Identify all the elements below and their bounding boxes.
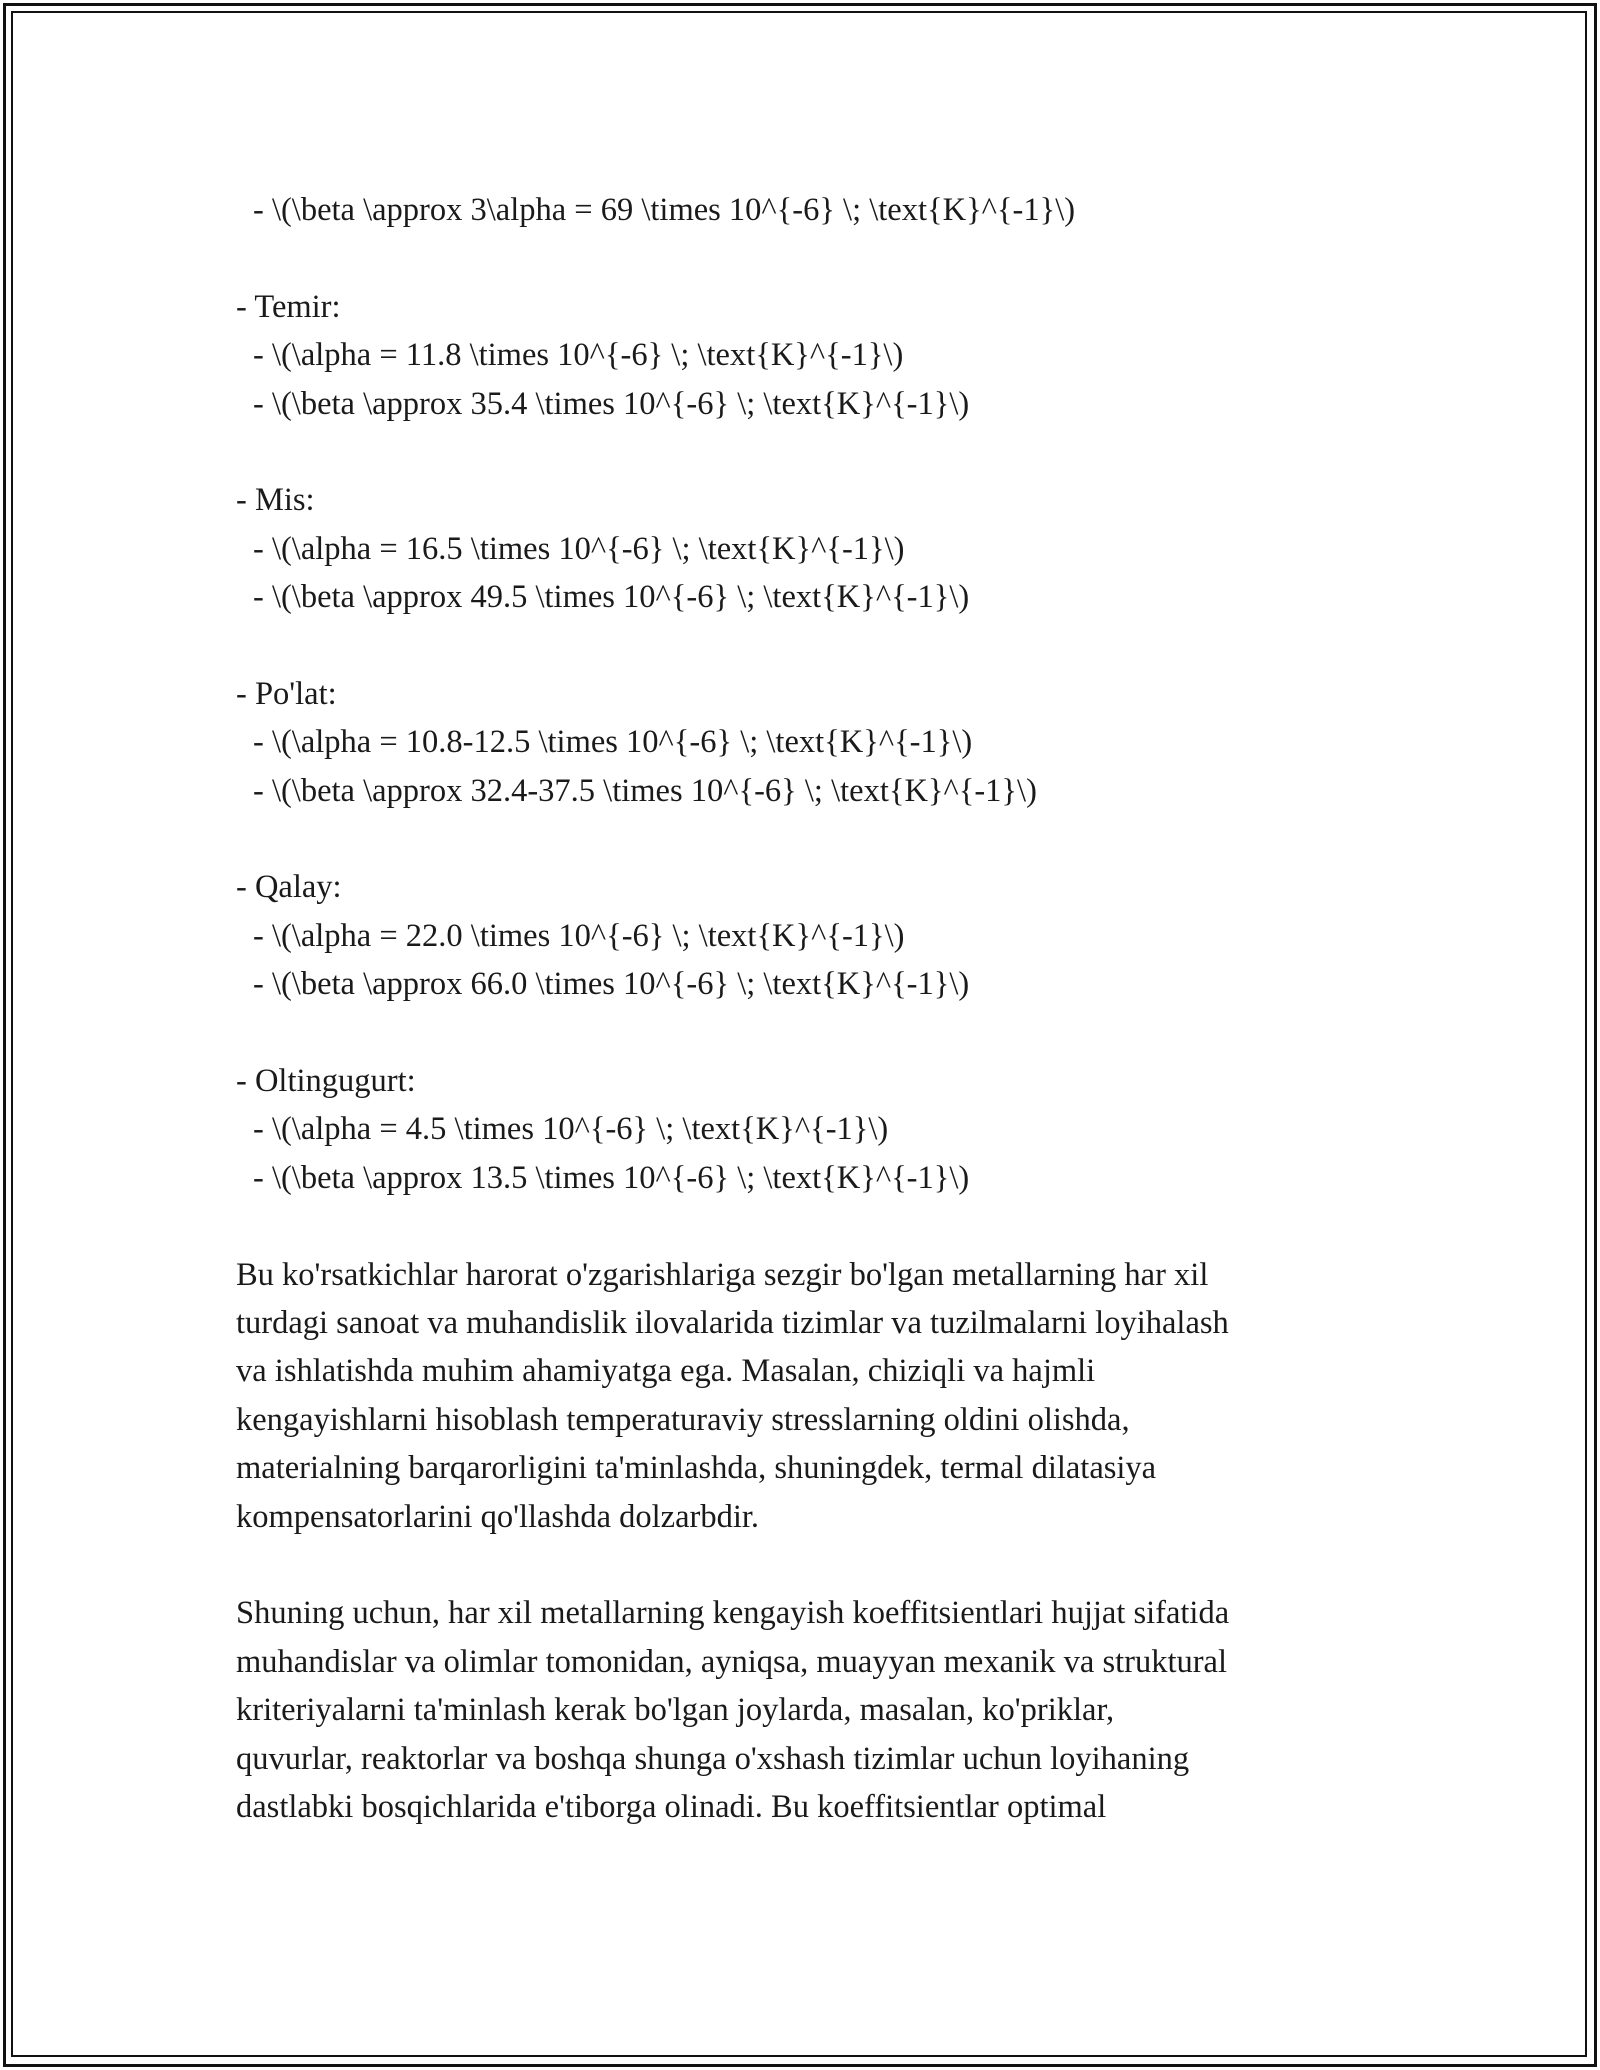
beta-line: - \(\beta \approx 35.4 \times 10^{-6} \; \text{K}^{-1}\) [253,385,970,422]
material-block-qalay [236,863,1366,1008]
paragraph-line: Bu ko'rsatkichlar harorat o'zgarishlariga sezgir bo'lgan metallarning har xil [236,1256,1209,1293]
alpha-line: - \(\alpha = 11.8 \times 10^{-6} \; \text{K}^{-1}\) [253,337,904,374]
beta-line: - \(\beta \approx 32.4-37.5 \times 10^{-6} \; \text{K}^{-1}\) [253,772,1037,809]
spacer [236,815,1366,863]
document-body [236,186,1366,1831]
beta-line: - \(\beta \approx 66.0 \times 10^{-6} \; \text{K}^{-1}\) [253,966,970,1003]
alpha-line: - \(\alpha = 16.5 \times 10^{-6} \; \text{K}^{-1}\) [253,530,905,567]
alpha-line: - \(\alpha = 4.5 \times 10^{-6} \; \text{K}^{-1}\) [253,1111,889,1148]
paragraph-line: quvurlar, reaktorlar va boshqa shunga o'xshash tizimlar uchun loyihaning [236,1740,1190,1777]
paragraph-line: kompensatorlarini qo'llashda dolzarbdir. [236,1498,760,1535]
beta-line: - \(\beta \approx 49.5 \times 10^{-6} \; \text{K}^{-1}\) [253,579,970,616]
spacer [236,1202,1366,1250]
paragraph-line: Shuning uchun, har xil metallarning kengayish koeffitsientlari hujjat sifatida [236,1595,1230,1632]
material-heading: - Oltingugurt: [236,1063,416,1100]
paragraph-engineering [236,1589,1366,1831]
beta-line-previous: - \(\beta \approx 3\alpha = 69 \times 10^{-6} \; \text{K}^{-1}\) [253,192,1076,228]
spacer [236,428,1366,476]
material-block-polat [236,670,1366,815]
beta-line: - \(\beta \approx 13.5 \times 10^{-6} \; \text{K}^{-1}\) [253,1159,970,1196]
spacer [236,1541,1366,1589]
material-heading: - Po'lat: [236,675,337,712]
paragraph-line: muhandislar va olimlar tomonidan, ayniqsa, muayyan mexanik va struktural [236,1643,1228,1680]
paragraph-line: kriteriyalarni ta'minlash kerak bo'lgan joylarda, masalan, ko'priklar, [236,1692,1115,1729]
paragraph-line: materialning barqarorligini ta'minlashda, shuningdek, termal dilatasiya [236,1450,1157,1487]
material-block-oltingugurt [236,1057,1366,1202]
material-heading: - Mis: [236,482,315,519]
material-block-temir [236,283,1366,428]
alpha-line: - \(\alpha = 22.0 \times 10^{-6} \; \text{K}^{-1}\) [253,917,905,954]
spacer [236,622,1366,670]
paragraph-line: va ishlatishda muhim ahamiyatga ega. Masalan, chiziqli va hajmli [236,1353,1096,1390]
paragraph-significance [236,1251,1366,1541]
spacer [236,1009,1366,1057]
alpha-line: - \(\alpha = 10.8-12.5 \times 10^{-6} \; \text{K}^{-1}\) [253,724,973,761]
material-heading: - Qalay: [236,869,342,906]
paragraph-line: kengayishlarni hisoblash temperaturaviy stresslarning oldini olishda, [236,1401,1130,1438]
paragraph-line: dastlabki bosqichlarida e'tiborga olinadi. Bu koeffitsientlar optimal [236,1788,1107,1825]
paragraph-line: turdagi sanoat va muhandislik ilovalarida tizimlar va tuzilmalarni loyihalash [236,1304,1229,1341]
material-block-mis [236,476,1366,621]
material-heading: - Temir: [236,288,341,325]
spacer [236,234,1366,282]
